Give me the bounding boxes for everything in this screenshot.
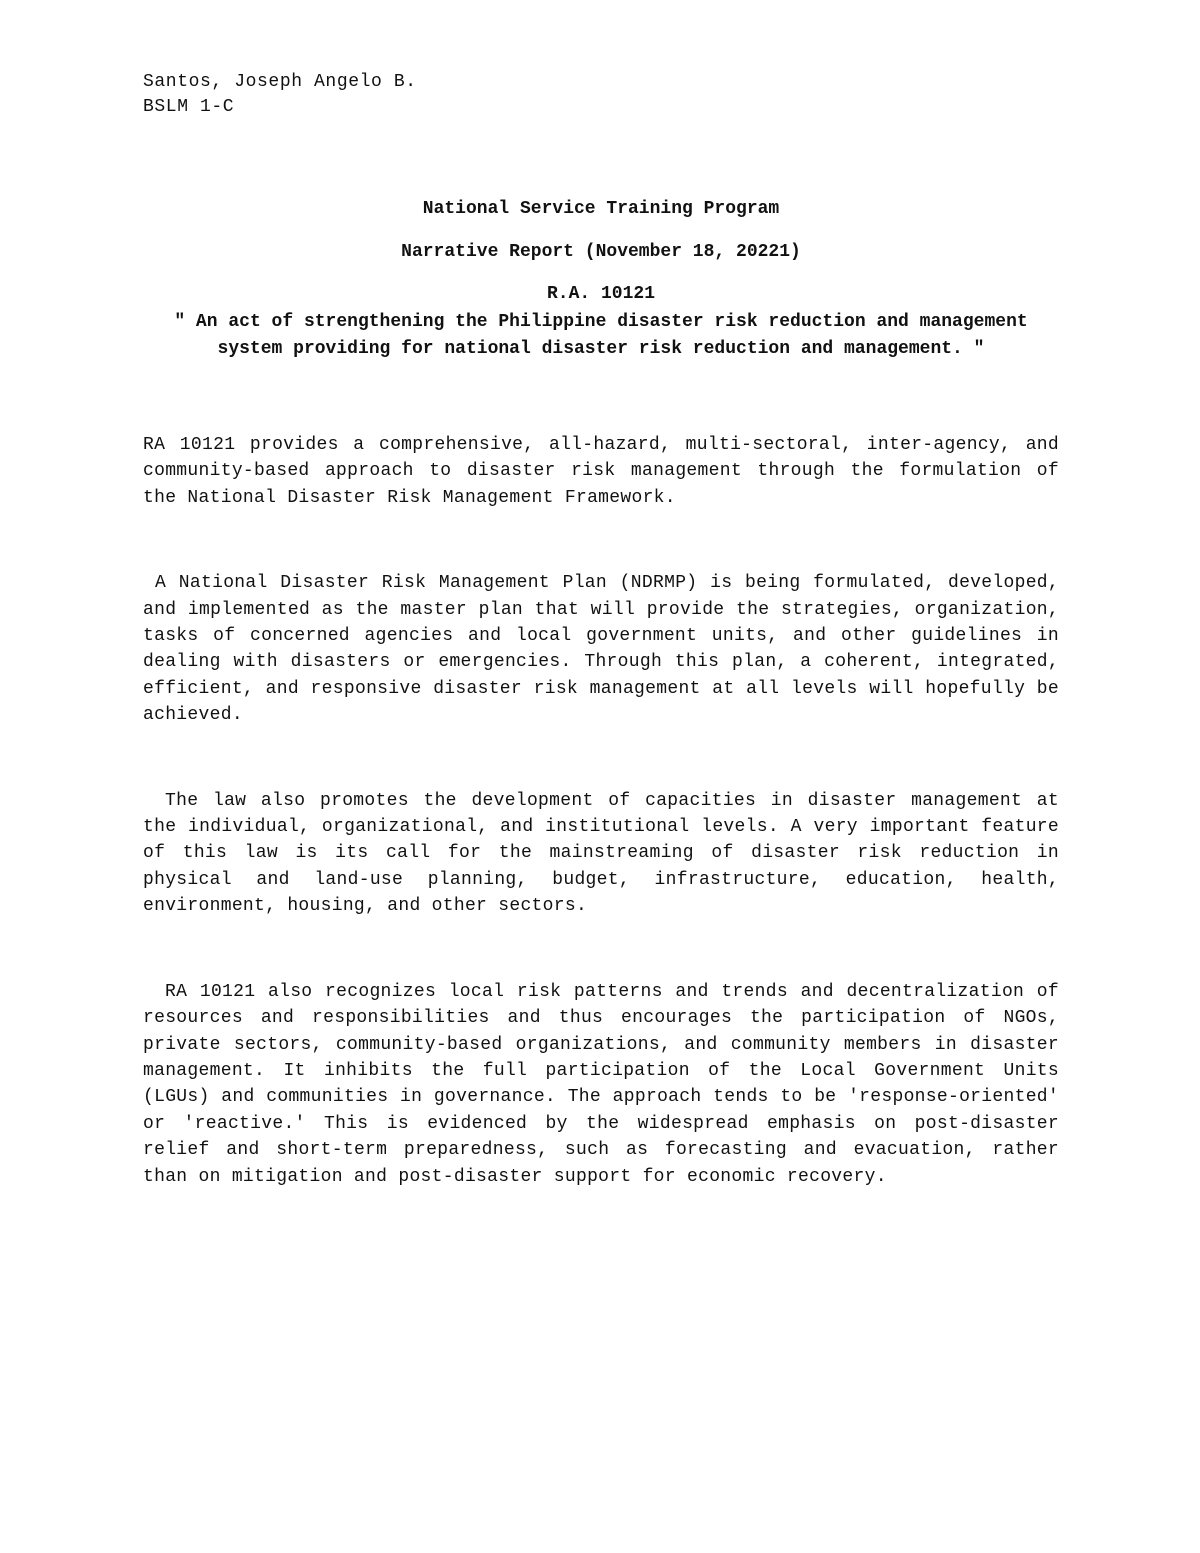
body-paragraph-4: RA 10121 also recognizes local risk patterns and trends and decentralization of resources and responsibilities and thus encourages the participation of NGOs, private sectors, community-based organizations, and community members in disaster management. It inhibits the full participation of the Local Government Units (LGUs) and communities in governance. The approach tends to be 'response-oriented' or 'reactive.' This is evidenced by the widespread emphasis on post-disaster relief and short-term preparedness, such as forecasting and evacuation, rather than on mitigation and post-disaster support for economic recovery. (143, 981, 1059, 1187)
document-header (143, 197, 1059, 362)
document-page (143, 70, 1059, 1190)
body-paragraph-3: The law also promotes the development of capacities in disaster management at the individual, organizational, and institutional levels. A very important feature of this law is its call for the mainstreaming of disaster risk reduction in physical and land-use planning, budget, infrastructure, education, health, environment, housing, and other sectors. (143, 790, 1059, 917)
ra-title: " An act of strengthening the Philippine disaster risk reduction and management system providing for national disaster risk reduction and management. " (174, 312, 1028, 359)
body-paragraph-2: A National Disaster Risk Management Plan (NDRMP) is being formulated, developed, and implemented as the master plan that will provide the strategies, organization, tasks of concerned agencies and local government units, and other guidelines in dealing with disasters or emergencies. Through this plan, a coherent, integrated, efficient, and responsive disaster risk management at all levels will hopefully be achieved. (143, 573, 1059, 726)
program-title: National Service Training Program (422, 199, 780, 219)
ra-number: R.A. 10121 (546, 284, 656, 304)
body-paragraph-1: RA 10121 provides a comprehensive, all-hazard, multi-sectoral, inter-agency, and community-based approach to disaster risk management through the formulation of the National Disaster Risk Management Framework. (143, 435, 1059, 508)
author-name: Santos, Joseph Angelo B. (143, 72, 417, 92)
report-title: Narrative Report (November 18, 20221) (401, 242, 801, 262)
author-section: BSLM 1-C (143, 97, 235, 117)
